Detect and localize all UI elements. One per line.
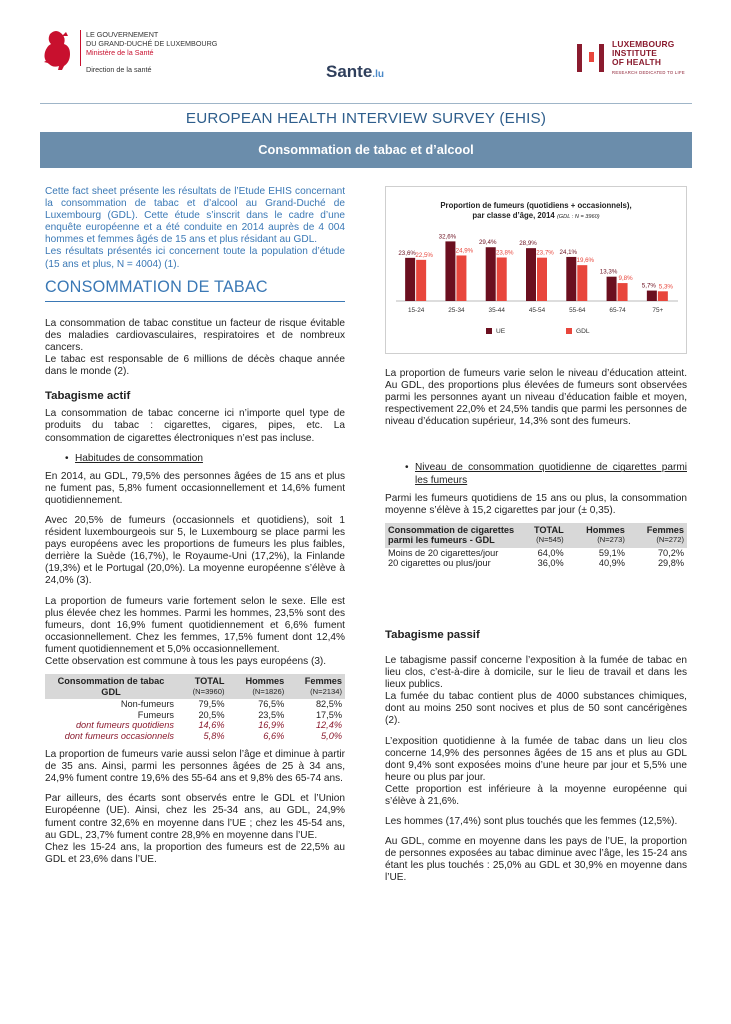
table-row [385, 558, 687, 569]
section-rule [45, 301, 345, 302]
table2-femmes-n: (N=272) [656, 535, 684, 545]
chart-bar-gdl [497, 257, 507, 301]
table1-row-label: Non-fumeurs [120, 699, 174, 710]
age-chart [385, 186, 687, 354]
chart-bar-ue [566, 257, 576, 301]
table1-cell: 79,5% [198, 699, 225, 710]
paragraph-ecarts: Par ailleurs, des écarts sont observés entre le GDL et l’Union Européenne (UE). Ainsi, chez les 25-34 ans, au GDL, 24,9% fument contre 32,6% en moyenne dans l’UE ; chez les 45-54 ans, au GDL, 23,7% fument contre 28,9% en moyenne dans l’UE. [45, 793, 345, 841]
table2-total-n: (N=545) [536, 535, 564, 545]
table1-femmes-n: (N=2134) [310, 686, 342, 696]
chart-bar-ue [405, 258, 415, 301]
paragraph-proportion-sexe: La proportion de fumeurs varie fortement selon le sexe. Elle est plus élevée chez les hommes. Parmi les hommes, 23,5% sont des fumeurs, dont 16,9% fument quotidiennement et 6,6% fument occasionnellement. Chez les femmes, 17,5% fument dont 12,4% fument quotidiennement et 5,0% occasionnellement. [45, 595, 345, 655]
paragraph-2014: En 2014, au GDL, 79,5% des personnes âgées de 15 ans et plus ne fument pas, 5,8% fument occasionnellement et 14,6% fument quotidiennement. [45, 470, 345, 506]
page-title: EUROPEAN HEALTH INTERVIEW SURVEY (EHIS) [185, 110, 547, 127]
paragraph-age-passif: Au GDL, comme en moyenne dans les pays de l’UE, la proportion de personnes exposées au tabac diminue avec l’âge, les 15-24 ans étant les plus touchés : 25,0% au GDL et 30,9% en moyenne dans l’UE. [385, 836, 687, 884]
chart-data-label: 29,4% [478, 239, 497, 247]
bullet-niveau-label: Niveau de consommation quotidienne de cigarettes parmi les fumeurs [415, 462, 687, 486]
paragraph-exposition: L’exposition quotidienne à la fumée de tabac dans un lieu clos concerne 14,9% des personnes âgées de 15 ans et plus au GDL dont 9,4% sont exposées moins d’une heure par jour et 5,5% une heure ou plus par jour. [385, 735, 687, 783]
chart-tick-label: 75+ [652, 307, 664, 314]
table2-hommes-n: (N=273) [597, 535, 625, 545]
table2-header-femmes [628, 523, 687, 548]
intro-paragraph: Cette fact sheet présente les résultats de l’Etude EHIS concernant la consommation de tabac et d’alcool au Grand-Duché de Luxembourg (GDL). Cette étude s’inscrit dans le cadre d’une enquête européenne et a été conduite en 2014 auprès de 4 004 hommes et femmes âgés de 15 ans et plus résidant au GDL. [45, 186, 345, 246]
chart-legend-label: GDL [576, 328, 590, 335]
chart-legend-swatch [486, 328, 492, 334]
table1-row-label: dont fumeurs occasionnels [64, 730, 174, 741]
table2-cell: 29,8% [657, 558, 684, 569]
chart-tick-label: 45-54 [528, 307, 546, 314]
chart-title-line-2: par classe d’âge, 2014 [472, 211, 555, 220]
gov-ministry: Ministère de la Santé [86, 48, 154, 57]
chart-bar-gdl [537, 258, 547, 301]
table-consommation-tabac [45, 674, 345, 741]
chart-bar-gdl [577, 265, 587, 301]
chart-bar-ue [445, 241, 455, 301]
table2-cell: 40,9% [598, 558, 625, 569]
heading-tabagisme-actif: Tabagisme actif [45, 390, 131, 403]
chart-legend-label: UE [496, 328, 506, 335]
table1-cell: 82,5% [315, 699, 342, 710]
table1-cell: 6,6% [263, 730, 285, 741]
table1-total-n: (N=3960) [192, 686, 225, 696]
header-divider [40, 103, 692, 104]
chart-tick-label: 55-64 [569, 307, 586, 314]
table2-cell: 70,2% [657, 547, 684, 558]
table2-femmes-label: Femmes [646, 524, 684, 535]
table1-header-hommes [228, 674, 288, 699]
table1-cell: 5,0% [321, 730, 342, 741]
bullet-habitudes-label: Habitudes de consommation [75, 452, 203, 464]
tabac-intro: La consommation de tabac constitue un facteur de risque évitable des maladies cardiovasculaires, respiratoires et de nombreux cancers. [45, 317, 345, 353]
table1-femmes-label: Femmes [304, 676, 342, 687]
table1-header-femmes [287, 674, 345, 699]
table2-header-hommes [567, 523, 628, 548]
sante-main: Sante [326, 62, 373, 81]
chart-bar-gdl [416, 260, 426, 301]
bullet-dot-icon: • [405, 462, 409, 474]
table-row [385, 548, 687, 559]
table1-cell: 16,9% [258, 720, 285, 731]
table-row [45, 720, 345, 731]
chart-data-label: 5,7% [641, 282, 656, 290]
chart-data-label: 32,6% [438, 233, 457, 241]
table-row [45, 710, 345, 721]
chart-data-label: 23,7% [536, 249, 554, 257]
gov-line-1: LE GOUVERNEMENT [86, 30, 159, 39]
table2-cell: 36,0% [537, 558, 564, 569]
actif-paragraph: La consommation de tabac concerne ici n’importe quel type de produits du tabac : cigarettes, cigares, pipes, etc. La consommation de cigarettes électroniques n’est pas incluse. [45, 408, 345, 444]
chart-data-label: 23,6% [398, 249, 416, 257]
section-title-tabac: CONSOMMATION DE TABAC [45, 277, 268, 296]
sante-lu-logo [326, 62, 384, 82]
page-header [0, 0, 731, 100]
chart-canvas [386, 187, 686, 353]
gov-line-2: DU GRAND-DUCHÉ DE LUXEMBOURG [86, 39, 218, 48]
table1-row-label: Fumeurs [137, 709, 174, 720]
chart-bar-ue [647, 291, 657, 301]
paragraph-education: La proportion de fumeurs varie selon le niveau d’éducation atteint. Au GDL, des proportions plus élevées de fumeurs sont observées parmi les personnes ayant un niveau d’éducation faible et moyen, respectivement 22,0% et 24,5% tandis que parmi les personnes de niveau d’éducation supérieur, 14,3% sont des fumeurs. [385, 368, 687, 428]
chart-data-label: 24,9% [455, 247, 474, 255]
chart-bar-gdl [456, 255, 466, 301]
chart-bar-ue [486, 247, 496, 301]
table1-cell: 5,8% [203, 730, 225, 741]
page-subtitle: Consommation de tabac et d’alcool [40, 132, 692, 168]
table2-row-label: 20 cigarettes ou plus/jour [388, 558, 491, 569]
chart-tick-label: 15-24 [407, 307, 425, 314]
right-column [385, 186, 687, 885]
table1-cell: 12,4% [315, 720, 342, 731]
chart-bar-gdl [618, 283, 628, 301]
table1-cell: 17,5% [315, 709, 342, 720]
bullet-niveau [385, 462, 687, 486]
table1-header-total [177, 674, 228, 699]
table1-hommes-label: Hommes [245, 676, 285, 687]
lih-line-1: LUXEMBOURG [612, 39, 675, 49]
chart-data-label: 9,8% [618, 275, 633, 283]
table1-row-label: dont fumeurs quotidiens [75, 720, 174, 731]
chart-tick-label: 35-44 [488, 307, 505, 314]
lih-label [612, 40, 685, 77]
paragraph-passif-1: Le tabagisme passif concerne l’exposition à la fumée de tabac en lieu clos, c’est-à-dire à domicile, sur le lieu de travail et dans les lieux publics. [385, 654, 687, 691]
lih-tagline: RESEARCH DEDICATED TO LIFE [612, 70, 685, 75]
table1-total-label: TOTAL [194, 676, 225, 687]
bullet-dot-icon: • [65, 452, 69, 464]
table2-row-label: Moins de 20 cigarettes/jour [388, 547, 499, 558]
logo-separator [80, 30, 81, 66]
heading-tabagisme-passif: Tabagisme passif [385, 628, 480, 641]
table2-header-label: Consommation de cigarettes parmi les fumeurs - GDL [385, 523, 518, 548]
table2-cell: 59,1% [598, 547, 625, 558]
paragraph-hommes: Les hommes (17,4%) sont plus touchés que les femmes (12,5%). [385, 816, 678, 828]
table1-cell: 76,5% [258, 699, 285, 710]
chart-data-label: 13,3% [599, 268, 618, 276]
luxembourg-lion-logo-icon [40, 28, 74, 72]
chart-title-line-1: Proportion de fumeurs (quotidiens + occasionnels), [440, 201, 632, 210]
table2-header-total [518, 523, 567, 548]
table2-total-label: TOTAL [533, 524, 564, 535]
chart-tick-label: 65-74 [609, 307, 626, 314]
sante-suffix: .lu [372, 69, 384, 80]
paragraph-avec: Avec 20,5% de fumeurs (occasionnels et quotidiens), soit 1 résident luxembourgeois sur 5, le Luxembourg se place parmi les pays européens avec les proportions de fumeurs les plus faibles, derrière la Suède (16,7%), le Royaume-Uni (17,2%), la Finlande (19,3%) et le Portugal (20,0%). La moyenne européenne s’élève à 24,0% (3). [45, 514, 345, 587]
intro-population: Les résultats présentés ici concernent toute la population d’étude (15 ans et plus, N = 4004) (1). [45, 246, 345, 270]
left-column [45, 186, 345, 866]
chart-data-label: 28,9% [519, 240, 537, 248]
paragraph-moyenne: Cette proportion est inférieure à la moyenne européenne qui s’élève à 21,6%. [385, 783, 687, 807]
table-consommation-cigarettes [385, 523, 687, 569]
paragraph-observation: Cette observation est commune à tous les pays européens (3). [45, 656, 327, 667]
table-row [45, 731, 345, 742]
table1-hommes-n: (N=1826) [252, 686, 285, 696]
government-label [86, 30, 217, 74]
lih-line-2: INSTITUTE [612, 48, 658, 58]
table1-cell: 14,6% [198, 720, 225, 731]
paragraph-niveau: Parmi les fumeurs quotidiens de 15 ans ou plus, la consommation moyenne s’élève à 15,2 cigarettes par jour (± 0,35). [385, 492, 687, 516]
table1-header-label: Consommation de tabac GDL [45, 674, 177, 699]
chart-data-label: 22,5% [415, 251, 433, 259]
paragraph-passif-2: La fumée du tabac contient plus de 4000 substances chimiques, dont au moins 250 sont nocives et plus de 50 sont cancérigènes (2). [385, 691, 687, 727]
table1-cell: 23,5% [258, 709, 285, 720]
chart-bar-ue [526, 248, 536, 301]
tabac-deaths: Le tabac est responsable de 6 millions de décès chaque année dans le monde (2). [45, 354, 345, 378]
table2-cell: 64,0% [537, 547, 564, 558]
chart-data-label: 24,1% [559, 248, 578, 256]
chart-data-label: 5,3% [658, 283, 673, 291]
lih-logo-icon [575, 42, 605, 74]
chart-note: (GDL : N = 3960) [556, 214, 600, 220]
chart-data-label: 23,8% [495, 249, 514, 257]
paragraph-age: La proportion de fumeurs varie aussi selon l’âge et diminue à partir de 35 ans. Ainsi, parmi les personnes âgées de 25 à 34 ans, 24,9% fument contre 19,6% des 55-64 ans et 9,8% des 65-74 ans. [45, 749, 345, 785]
chart-tick-label: 25-34 [448, 307, 465, 314]
chart-data-label: 19,6% [576, 257, 595, 265]
bullet-habitudes [45, 453, 345, 465]
chart-bar-gdl [658, 291, 668, 301]
table1-cell: 20,5% [198, 709, 225, 720]
gov-direction: Direction de la santé [86, 65, 152, 74]
paragraph-15-24: Chez les 15-24 ans, la proportion des fumeurs est de 22,5% au GDL et 23,6% dans l’UE. [45, 841, 345, 865]
chart-bar-ue [607, 277, 617, 301]
chart-legend-swatch [566, 328, 572, 334]
lih-line-3: OF HEALTH [612, 57, 662, 67]
table-row [45, 699, 345, 710]
table2-hommes-label: Hommes [586, 524, 625, 535]
